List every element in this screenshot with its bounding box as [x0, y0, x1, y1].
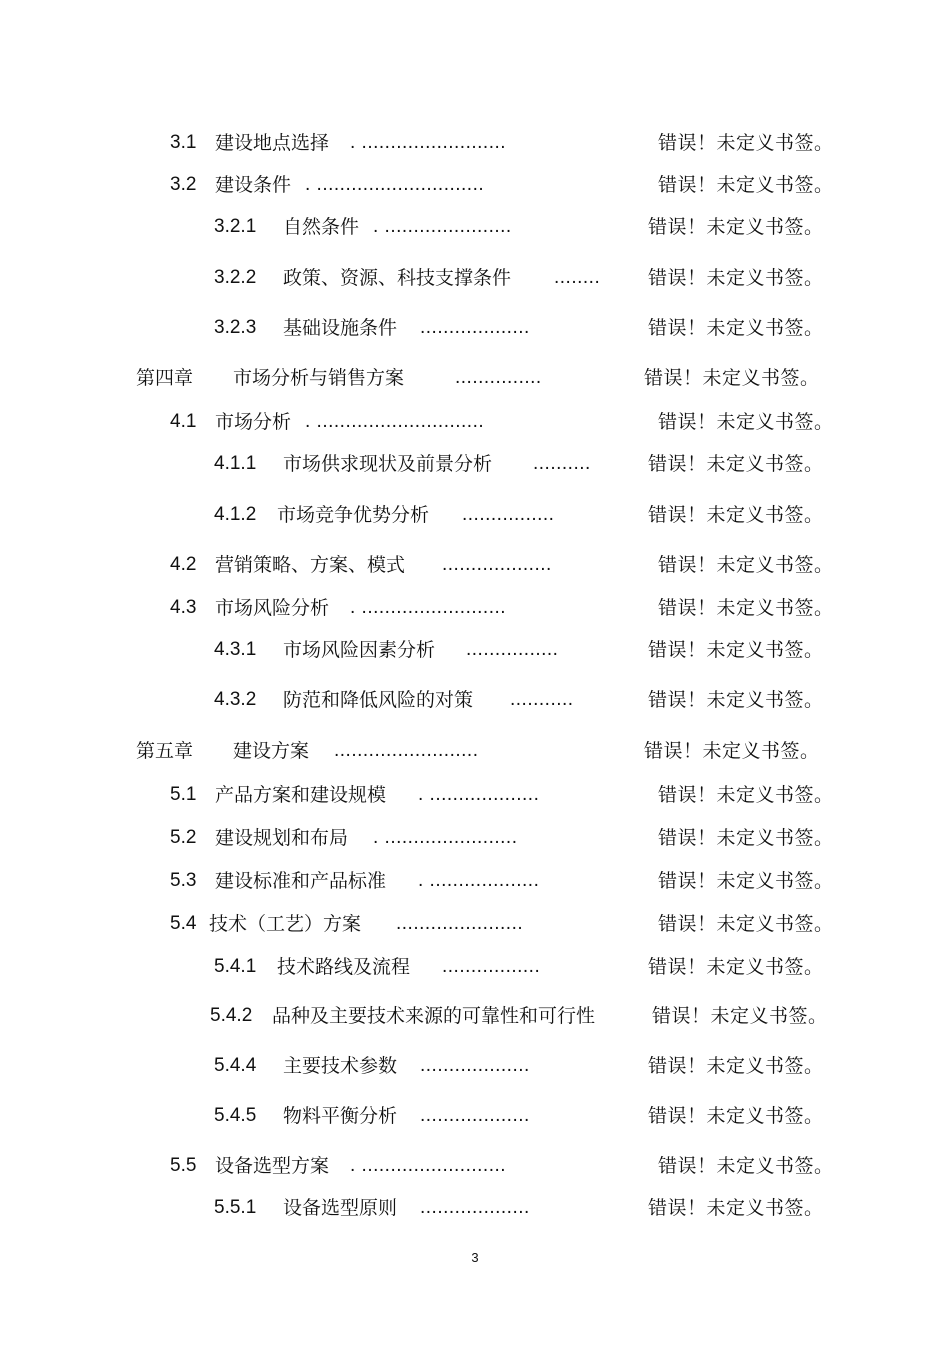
- toc-entry-leader: . ......................: [373, 216, 512, 237]
- toc-entry-page-ref: 错误！未定义书签。: [658, 1155, 834, 1177]
- toc-entry[interactable]: [0, 212, 950, 242]
- toc-entry-number: 5.1: [170, 784, 197, 805]
- toc-entry-number: 5.5: [170, 1155, 197, 1176]
- toc-entry-page-ref: 错误！未定义书签。: [658, 174, 834, 196]
- toc-entry-page-ref: 错误！未定义书签。: [658, 554, 834, 576]
- toc-entry-number: 4.1: [170, 411, 197, 432]
- toc-entry-title: 自然条件: [283, 216, 360, 238]
- toc-entry-title: 技术路线及流程: [277, 956, 411, 978]
- toc-entry-title: 政策、资源、科技支撑条件: [283, 267, 512, 289]
- toc-entry-leader: . ...................: [418, 784, 540, 805]
- toc-entry-page-ref: 错误！未定义书签。: [658, 132, 834, 154]
- toc-chapter-number: 第四章: [136, 367, 194, 389]
- toc-entry-leader: ...................: [420, 1105, 530, 1126]
- toc-entry[interactable]: [0, 1151, 950, 1181]
- toc-entry-number: 3.2.2: [214, 267, 257, 288]
- toc-entry[interactable]: [0, 500, 950, 530]
- toc-entry-number: 3.2.1: [214, 216, 257, 237]
- toc-chapter-number: 第五章: [136, 740, 194, 762]
- toc-entry-page-ref: 错误！未定义书签。: [648, 267, 824, 289]
- toc-entry-page-ref: 错误！未定义书签。: [648, 453, 824, 475]
- toc-entry-title: 品种及主要技术来源的可靠性和可行性: [272, 1005, 596, 1027]
- page-number: 3: [471, 1250, 479, 1265]
- toc-entry-title: 防范和降低风险的对策: [283, 689, 474, 711]
- toc-entry-number: 5.4.5: [214, 1105, 257, 1126]
- toc-entry-title: 营销策略、方案、模式: [215, 554, 406, 576]
- toc-entry-number: 4.3: [170, 597, 197, 618]
- toc-entry[interactable]: [0, 780, 950, 810]
- toc-entry[interactable]: [0, 407, 950, 437]
- toc-entry-page-ref: 错误！未定义书签。: [648, 956, 824, 978]
- toc-entry-title: 市场竞争优势分析: [277, 504, 430, 526]
- toc-entry-leader: . .........................: [350, 132, 507, 153]
- toc-entry-title: 建设规划和布局: [215, 827, 349, 849]
- toc-chapter-title: 建设方案: [233, 740, 310, 762]
- toc-entry-page-ref: 错误！未定义书签。: [648, 639, 824, 661]
- toc-entry[interactable]: [0, 823, 950, 853]
- toc-entry-leader: ...................: [420, 1197, 530, 1218]
- toc-entry-leader: ........: [554, 267, 601, 288]
- toc-entry-title: 设备选型原则: [283, 1197, 398, 1219]
- toc-entry-page-ref: 错误！未定义书签。: [648, 689, 824, 711]
- toc-entry-number: 4.3.2: [214, 689, 257, 710]
- toc-entry-title: 建设标准和产品标准: [215, 870, 387, 892]
- toc-entry-number: 5.4.2: [210, 1005, 253, 1026]
- toc-entry[interactable]: [0, 685, 950, 715]
- toc-entry-page-ref: 错误！未定义书签。: [658, 913, 834, 935]
- toc-entry-page-ref: 错误！未定义书签。: [648, 317, 824, 339]
- toc-entry-page-ref: 错误！未定义书签。: [648, 1105, 824, 1127]
- toc-entry-number: 3.2.3: [214, 317, 257, 338]
- toc-entry-title: 市场风险分析: [215, 597, 330, 619]
- toc-entry-page-ref: 错误！未定义书签。: [644, 367, 820, 389]
- toc-entry-leader: ...................: [420, 1055, 530, 1076]
- toc-entry-page-ref: 错误！未定义书签。: [658, 784, 834, 806]
- toc-entry-leader: . .............................: [305, 411, 485, 432]
- toc-entry-number: 5.4: [170, 913, 197, 934]
- toc-entry-title: 建设条件: [215, 174, 292, 196]
- toc-entry-page-ref: 错误！未定义书签。: [648, 1197, 824, 1219]
- toc-entry[interactable]: [0, 635, 950, 665]
- toc-entry-page-ref: 错误！未定义书签。: [648, 1055, 824, 1077]
- toc-entry-title: 技术（工艺）方案: [209, 913, 362, 935]
- toc-entry[interactable]: [0, 866, 950, 896]
- toc-entry-number: 4.3.1: [214, 639, 257, 660]
- toc-entry-page-ref: 错误！未定义书签。: [658, 411, 834, 433]
- toc-entry-number: 4.2: [170, 554, 197, 575]
- toc-chapter-title: 市场分析与销售方案: [233, 367, 405, 389]
- toc-entry-title: 物料平衡分析: [283, 1105, 398, 1127]
- toc-entry-page-ref: 错误！未定义书签。: [658, 597, 834, 619]
- toc-entry-title: 市场供求现状及前景分析: [283, 453, 493, 475]
- toc-entry-title: 基础设施条件: [283, 317, 398, 339]
- toc-entry-leader: . ...................: [418, 870, 540, 891]
- toc-entry-number: 5.4.1: [214, 956, 257, 977]
- toc-entry-number: 3.1: [170, 132, 197, 153]
- toc-entry-leader: ...............: [455, 367, 542, 388]
- toc-chapter-entry[interactable]: [0, 363, 950, 393]
- toc-entry[interactable]: [0, 1001, 950, 1031]
- toc-entry[interactable]: [0, 1051, 950, 1081]
- toc-chapter-entry[interactable]: [0, 736, 950, 766]
- toc-entry-title: 市场风险因素分析: [283, 639, 436, 661]
- toc-entry-title: 主要技术参数: [283, 1055, 398, 1077]
- toc-entry[interactable]: [0, 952, 950, 982]
- toc-entry-leader: ...................: [442, 554, 552, 575]
- toc-entry-number: 5.2: [170, 827, 197, 848]
- toc-entry[interactable]: [0, 550, 950, 580]
- toc-entry[interactable]: [0, 170, 950, 200]
- toc-entry-title: 市场分析: [215, 411, 292, 433]
- toc-entry-title: 建设地点选择: [215, 132, 330, 154]
- toc-entry[interactable]: [0, 1193, 950, 1223]
- toc-entry-leader: .........................: [334, 740, 479, 761]
- toc-entry-number: 5.3: [170, 870, 197, 891]
- toc-entry-leader: ................: [466, 639, 559, 660]
- toc-entry-page-ref: 错误！未定义书签。: [652, 1005, 828, 1027]
- toc-entry-leader: ...................: [420, 317, 530, 338]
- toc-entry[interactable]: [0, 909, 950, 939]
- toc-entry-leader: ......................: [396, 913, 524, 934]
- toc-entry-number: 3.2: [170, 174, 197, 195]
- toc-entry-title: 产品方案和建设规模: [215, 784, 387, 806]
- toc-entry-leader: . .........................: [350, 1155, 507, 1176]
- toc-entry-number: 4.1.1: [214, 453, 257, 474]
- toc-entry-title: 设备选型方案: [215, 1155, 330, 1177]
- toc-entry[interactable]: [0, 313, 950, 343]
- toc-entry-page-ref: 错误！未定义书签。: [658, 870, 834, 892]
- toc-entry-page-ref: 错误！未定义书签。: [658, 827, 834, 849]
- toc-entry-page-ref: 错误！未定义书签。: [648, 216, 824, 238]
- toc-entry-page-ref: 错误！未定义书签。: [644, 740, 820, 762]
- toc-entry-leader: . .......................: [373, 827, 518, 848]
- toc-entry[interactable]: [0, 593, 950, 623]
- toc-entry-leader: ................: [462, 504, 555, 525]
- toc-entry-number: 5.4.4: [214, 1055, 257, 1076]
- toc-entry-leader: . .............................: [305, 174, 485, 195]
- toc-entry-leader: .................: [442, 956, 541, 977]
- toc-entry-leader: ..........: [533, 453, 591, 474]
- toc-entry-page-ref: 错误！未定义书签。: [648, 504, 824, 526]
- toc-entry[interactable]: [0, 1101, 950, 1131]
- toc-entry[interactable]: [0, 449, 950, 479]
- toc-entry-leader: . .........................: [350, 597, 507, 618]
- toc-entry-number: 4.1.2: [214, 504, 257, 525]
- toc-entry-number: 5.5.1: [214, 1197, 257, 1218]
- toc-entry[interactable]: [0, 263, 950, 293]
- toc-entry[interactable]: [0, 128, 950, 158]
- toc-entry-leader: ...........: [510, 689, 574, 710]
